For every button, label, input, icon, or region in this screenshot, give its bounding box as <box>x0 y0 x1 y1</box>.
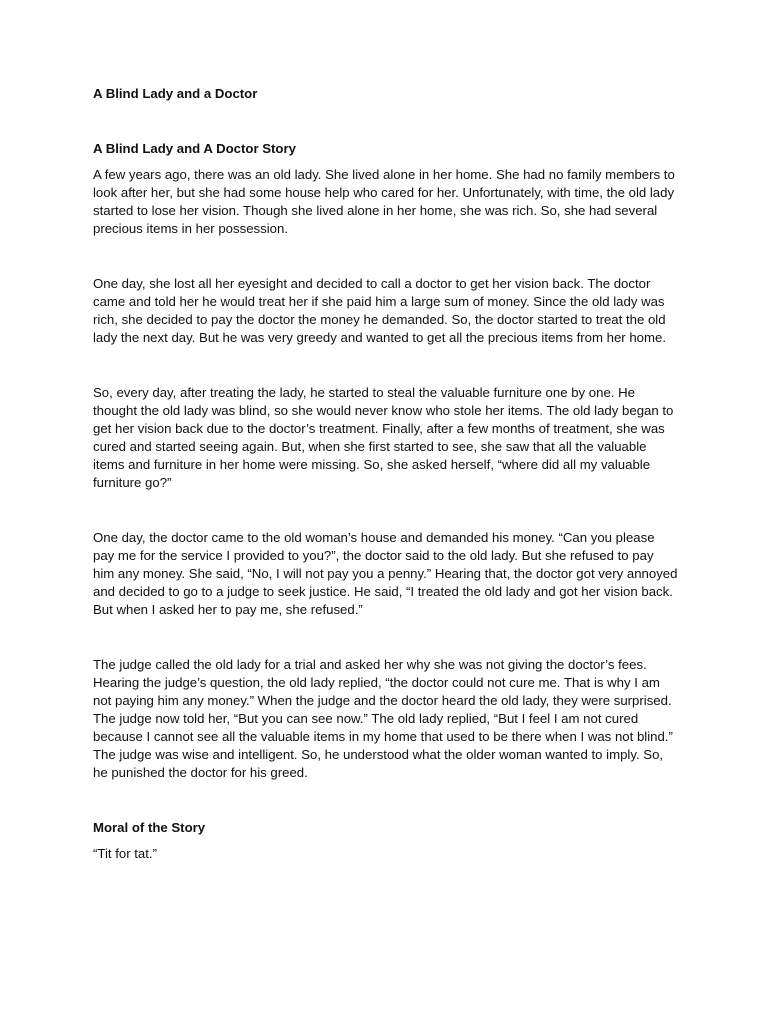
story-paragraph-1: A few years ago, there was an old lady. She lived alone in her home. She had no family members to look after her, but she had some house help who cared for her. Unfortunately, with time, the old lady started to lose her vision. Though she lived alone in her home, she was rich. So, she had several precious items in her possession. <box>93 167 675 236</box>
moral-text: “Tit for tat.” <box>93 846 157 861</box>
story-paragraph-2: One day, she lost all her eyesight and decided to call a doctor to get her vision back. The doctor came and told her he would treat her if she paid him a large sum of money. Since the old lady was rich, she decided to pay the doctor the money he demanded. So, the doctor started to treat the old lady the next day. But he was very greedy and wanted to get all the precious items from her home. <box>93 276 666 345</box>
story-heading: A Blind Lady and A Doctor Story <box>93 141 296 156</box>
document-title: A Blind Lady and a Doctor <box>93 86 258 101</box>
story-paragraph-4: One day, the doctor came to the old woman’s house and demanded his money. “Can you please pay me for the service I provided to you?”, the doctor said to the old lady. But she refused to pay him any money. She said, “No, I will not pay you a penny.” Hearing that, the doctor got very annoyed and decided to go to a judge to seek justice. He said, “I treated the old lady and got her vision back. But when I asked her to pay me, she refused.” <box>93 530 678 617</box>
story-paragraph-3: So, every day, after treating the lady, he started to steal the valuable furniture one by one. He thought the old lady was blind, so she would never know who stole her items. The old lady began to get her vision back due to the doctor’s treatment. Finally, after a few months of treatment, she was cured and started seeing again. But, when she first started to see, she saw that all the valuable items and furniture in her home were missing. So, she asked herself, “where did all my valuable furniture go?” <box>93 385 674 490</box>
document-page <box>93 85 678 863</box>
story-paragraph-5: The judge called the old lady for a trial and asked her why she was not giving the doctor’s fees. Hearing the judge’s question, the old lady replied, “the doctor could not cure me. That is why I am not paying him any money.” When the judge and the doctor heard the old lady, they were surprised. The judge now told her, “But you can see now.” The old lady replied, “But I feel I am not cured because I cannot see all the valuable items in my home that used to be there when I was not blind.” The judge was wise and intelligent. So, he understood what the older woman wanted to imply. So, he punished the doctor for his greed. <box>93 657 673 780</box>
moral-heading: Moral of the Story <box>93 820 206 835</box>
